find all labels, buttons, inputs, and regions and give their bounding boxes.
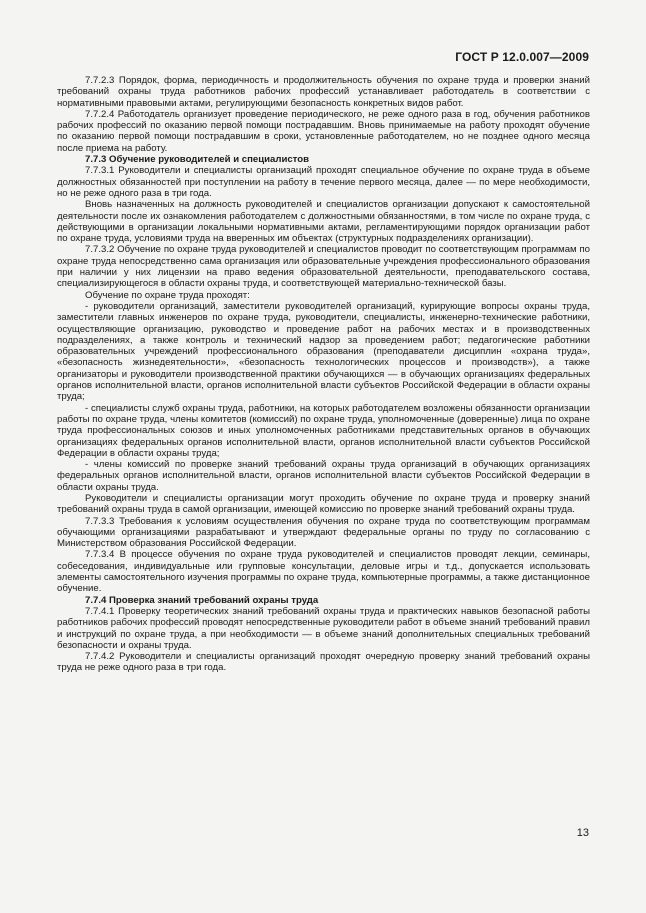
paragraph-7-7-3-3: 7.7.3.3 Требования к условиям осуществления обучения по охране труда по соответствующим программам обучающими организациями разрабатывают и утверждают федеральные органы по труду по согласованию с Министерством образования Российской Федерации.	[57, 515, 590, 550]
paragraph-7-7-2-3: 7.7.2.3 Порядок, форма, периодичность и продолжительность обучения по охране труда и проверки знаний требований охраны труда работников рабочих профессий устанавливает работодатель в соответствии с нормативными правовыми актами, регулирующими безопасность конкретных видов работ.	[57, 75, 590, 109]
paragraph-training-list-intro: Обучение по охране труда проходят:	[85, 289, 250, 301]
paragraph-7-7-4-2: 7.7.4.2 Руководители и специалисты организаций проходят очередную проверку знаний требований охраны труда не реже одного раза в три года.	[57, 651, 590, 674]
paragraph-7-7-4-1: 7.7.4.1 Проверку теоретических знаний требований охраны труда и практических навыков безопасной работы работников рабочих профессий проводят непосредственные руководители работ в объеме знаний требований правил и инструкций по охране труда, а при необходимости — в объеме знаний дополнительных специальных требований безопасности и охраны труда.	[57, 605, 590, 651]
paragraph-new-appointees: Вновь назначенных на должность руководителей и специалистов организации допускают к самостоятельной деятельности после их ознакомления работодателем с должностными обязанностями, в том числе по охране труда, с действующими в организации локальными нормативными актами, регламентирующими порядок организации работ по охране труда, условиями труда на вверенных им объектах (структурных подразделениях организации).	[57, 199, 590, 245]
list-item-commission-members: - члены комиссий по проверке знаний требований охраны труда организаций в обучающих организациях федеральных органов исполнительной власти, органов исполнительной власти субъектов Российской Федерации в области охраны труда.	[57, 459, 590, 493]
paragraph-7-7-3-1: 7.7.3.1 Руководители и специалисты организаций проходят специальное обучение по охране труда в объеме должностных обязанностей при поступлении на работу в течение первого месяца, далее — по мере необходимости, но не реже одного раза в три года.	[57, 165, 590, 199]
standard-header: ГОСТ Р 12.0.007—2009	[455, 50, 589, 64]
section-heading-7-7-3: 7.7.3 Обучение руководителей и специалистов	[85, 154, 310, 166]
paragraph-7-7-2-4: 7.7.2.4 Работодатель организует проведение периодического, не реже одного раза в год, обучения работников рабочих профессий по оказанию первой помощи пострадавшим. Вновь принимаемые на работу проходят обучение по оказанию первой помощи пострадавшим в сроки, установленные работодателем, но не позднее одного месяца после приема на работу.	[57, 108, 590, 154]
paragraph-in-house-training: Руководители и специалисты организации могут проходить обучение по охране труда и проверку знаний требований охраны труда в самой организации, имеющей комиссию по проверке знаний требований охраны труда.	[57, 492, 590, 516]
document-body	[57, 75, 590, 674]
paragraph-7-7-3-4: 7.7.3.4 В процессе обучения по охране труда руководителей и специалистов проводят лекции, семинары, собеседования, индивидуальные или групповые консультации, деловые игры и т.д., допускается использовать элементы самостоятельного изучения программы по охране труда, компьютерные программы, а также дистанционное обучение.	[57, 549, 590, 595]
list-item-specialists: - специалисты служб охраны труда, работники, на которых работодателем возложены обязанности организации работы по охране труда, члены комитетов (комиссий) по охране труда, уполномоченные (доверенные) лица по охране труда профессиональных союзов и иных уполномоченных работниками представительных органов в обучающих организациях федеральных органов исполнительной власти, органов исполнительной власти субъектов Российской Федерации в области охраны труда;	[57, 402, 590, 459]
page-number: 13	[576, 827, 589, 839]
paragraph-7-7-3-2: 7.7.3.2 Обучение по охране труда руководителей и специалистов проводит по соответствующим программам по охране труда непосредственно сама организация или образовательные учреждения профессионального образования при наличии у них лицензии на право ведения образовательной деятельности, преподавательского состава, специализирующегося в области охраны труда, и соответствующей материально-технической базы.	[57, 244, 590, 290]
list-item-managers: - руководители организаций, заместители руководителей организаций, курирующие вопросы охраны труда, заместители главных инженеров по охране труда, руководители, специалисты, инженерно-технические работники, осуществляющие организацию, руководство и проведение работ на рабочих местах и в производственных подразделениях, а также контроль и технический надзор за проведением работ; педагогические работники образовательных учреждений профессионального образования (преподаватели дисциплин «охрана труда», «безопасность жизнедеятельности», «безопасность технологических процессов и производств»), а также организаторы и руководители производственной практики обучающихся — в обучающих организациях федеральных органов исполнительной власти, органов исполнительной власти субъектов Российской Федерации в области охраны труда;	[57, 300, 590, 403]
section-heading-7-7-4: 7.7.4 Проверка знаний требований охраны труда	[85, 594, 319, 606]
